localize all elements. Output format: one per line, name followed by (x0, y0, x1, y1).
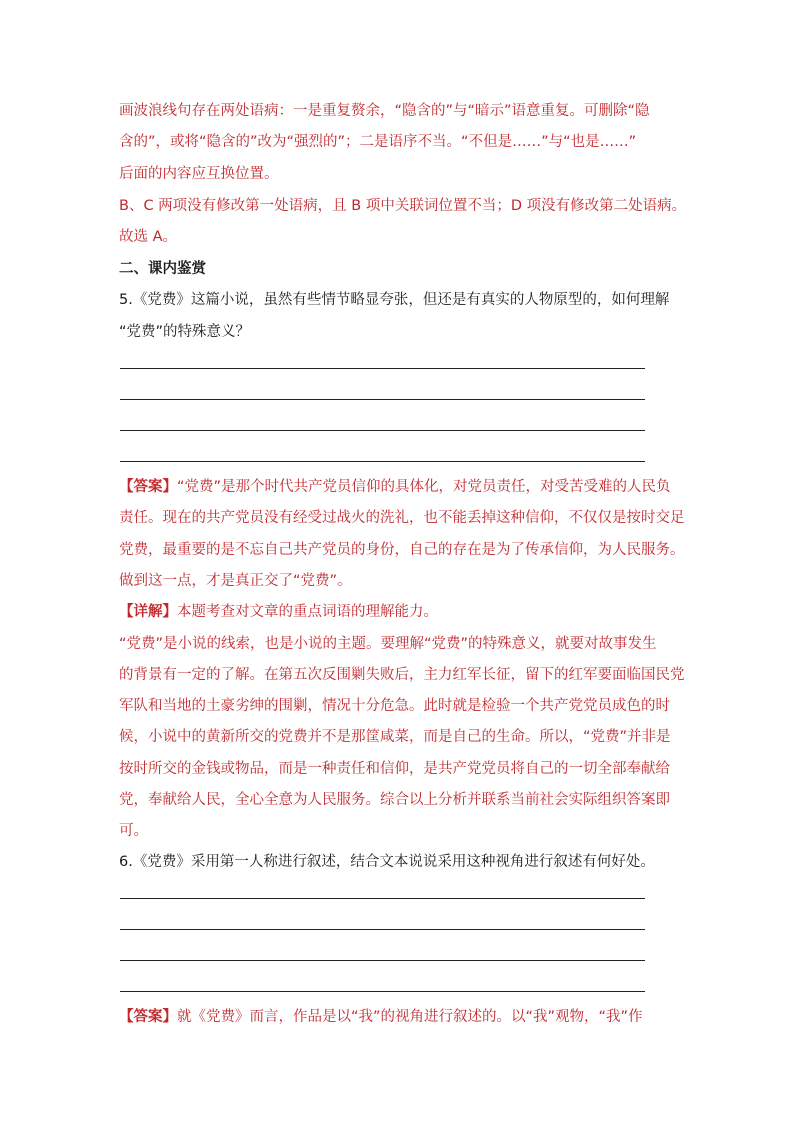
q5-answer-line-2: 责任。现在的共产党员没有经受过战火的洗礼，也不能丢掉这种信仰，不仅仅是按时交足 (119, 510, 685, 526)
q5-detail-line-8: 可。 (119, 823, 148, 839)
answer-blank-line (120, 991, 645, 992)
answer-text: “党费”是那个时代共产党员信仰的具体化，对党员责任，对受苦受难的人民负 (177, 479, 671, 495)
question-6-line-1: 6.《党费》采用第一人称进行叙述，结合文本说说采用这种视角进行叙述有何好处。 (119, 854, 655, 870)
q6-answer-line-1 (119, 1007, 643, 1027)
q5-answer-line-4: 做到这一点，才是真正交了“党费”。 (119, 573, 352, 589)
q5-answer-line-3: 党费，最重要的是不忘自己共产党员的身份，自己的存在是为了传承信仰，为人民服务。 (119, 542, 685, 558)
answer-blank-line (120, 929, 645, 930)
question-5-line-2: “党费”的特殊意义？ (119, 324, 251, 340)
q5-detail-line-5: 候，小说中的黄新所交的党费并不是那筐咸菜，而是自己的生命。所以，“党费”并非是 (119, 729, 671, 745)
question-5-line-1: 5.《党费》这篇小说，虽然有些情节略显夸张，但还是有真实的人物原型的，如何理解 (119, 292, 670, 308)
analysis-line-5: 故选 A。 (119, 229, 178, 245)
answer-blank-line (120, 898, 645, 899)
answer-blank-line (120, 461, 645, 462)
analysis-line-4: B、C 两项没有修改第一处语病，且 B 项中关联词位置不当；D 项没有修改第二处语病。 (119, 198, 687, 214)
q5-detail-line-6: 按时所交的金钱或物品，而是一种责任和信仰，是共产党党员将自己的一切全部奉献给 (119, 761, 670, 777)
q5-answer-line-1 (119, 477, 671, 497)
answer-blank-line (120, 430, 645, 431)
analysis-line-1: 画波浪线句存在两处语病：一是重复赘余，“隐含的”与“暗示”语意重复。可删除“隐 (119, 103, 650, 119)
detail-text: 本题考查对文章的重点词语的理解能力。 (177, 604, 438, 620)
answer-blank-line (120, 960, 645, 961)
answer-text: 就《党费》而言，作品是以“我”的视角进行叙述的。以“我”观物，“我”作 (177, 1009, 643, 1025)
q5-detail-line-4: 军队和当地的土豪劣绅的围剿，情况十分危急。此时就是检验一个共产党党员成色的时 (119, 698, 670, 714)
q5-detail-line-3: 的背景有一定的了解。在第五次反围剿失败后，主力红军长征，留下的红军要面临国民党 (119, 667, 685, 683)
answer-tag: 【答案】 (119, 479, 177, 495)
q5-detail-line-1 (119, 602, 438, 622)
answer-tag: 【答案】 (119, 1009, 177, 1025)
q5-detail-line-7: 党，奉献给人民，全心全意为人民服务。综合以上分析并联系当前社会实际组织答案即 (119, 792, 670, 808)
analysis-line-2: 含的”，或将“隐含的”改为“强烈的”；二是语序不当。“不但是……”与“也是……” (119, 134, 637, 150)
q5-detail-line-2: “党费”是小说的线索，也是小说的主题。要理解“党费”的特殊意义，就要对故事发生 (119, 636, 657, 652)
detail-tag: 【详解】 (119, 604, 177, 620)
analysis-line-3: 后面的内容应互换位置。 (119, 166, 279, 182)
section-heading: 二、课内鉴赏 (119, 261, 206, 277)
answer-blank-line (120, 399, 645, 400)
answer-blank-line (120, 368, 645, 369)
